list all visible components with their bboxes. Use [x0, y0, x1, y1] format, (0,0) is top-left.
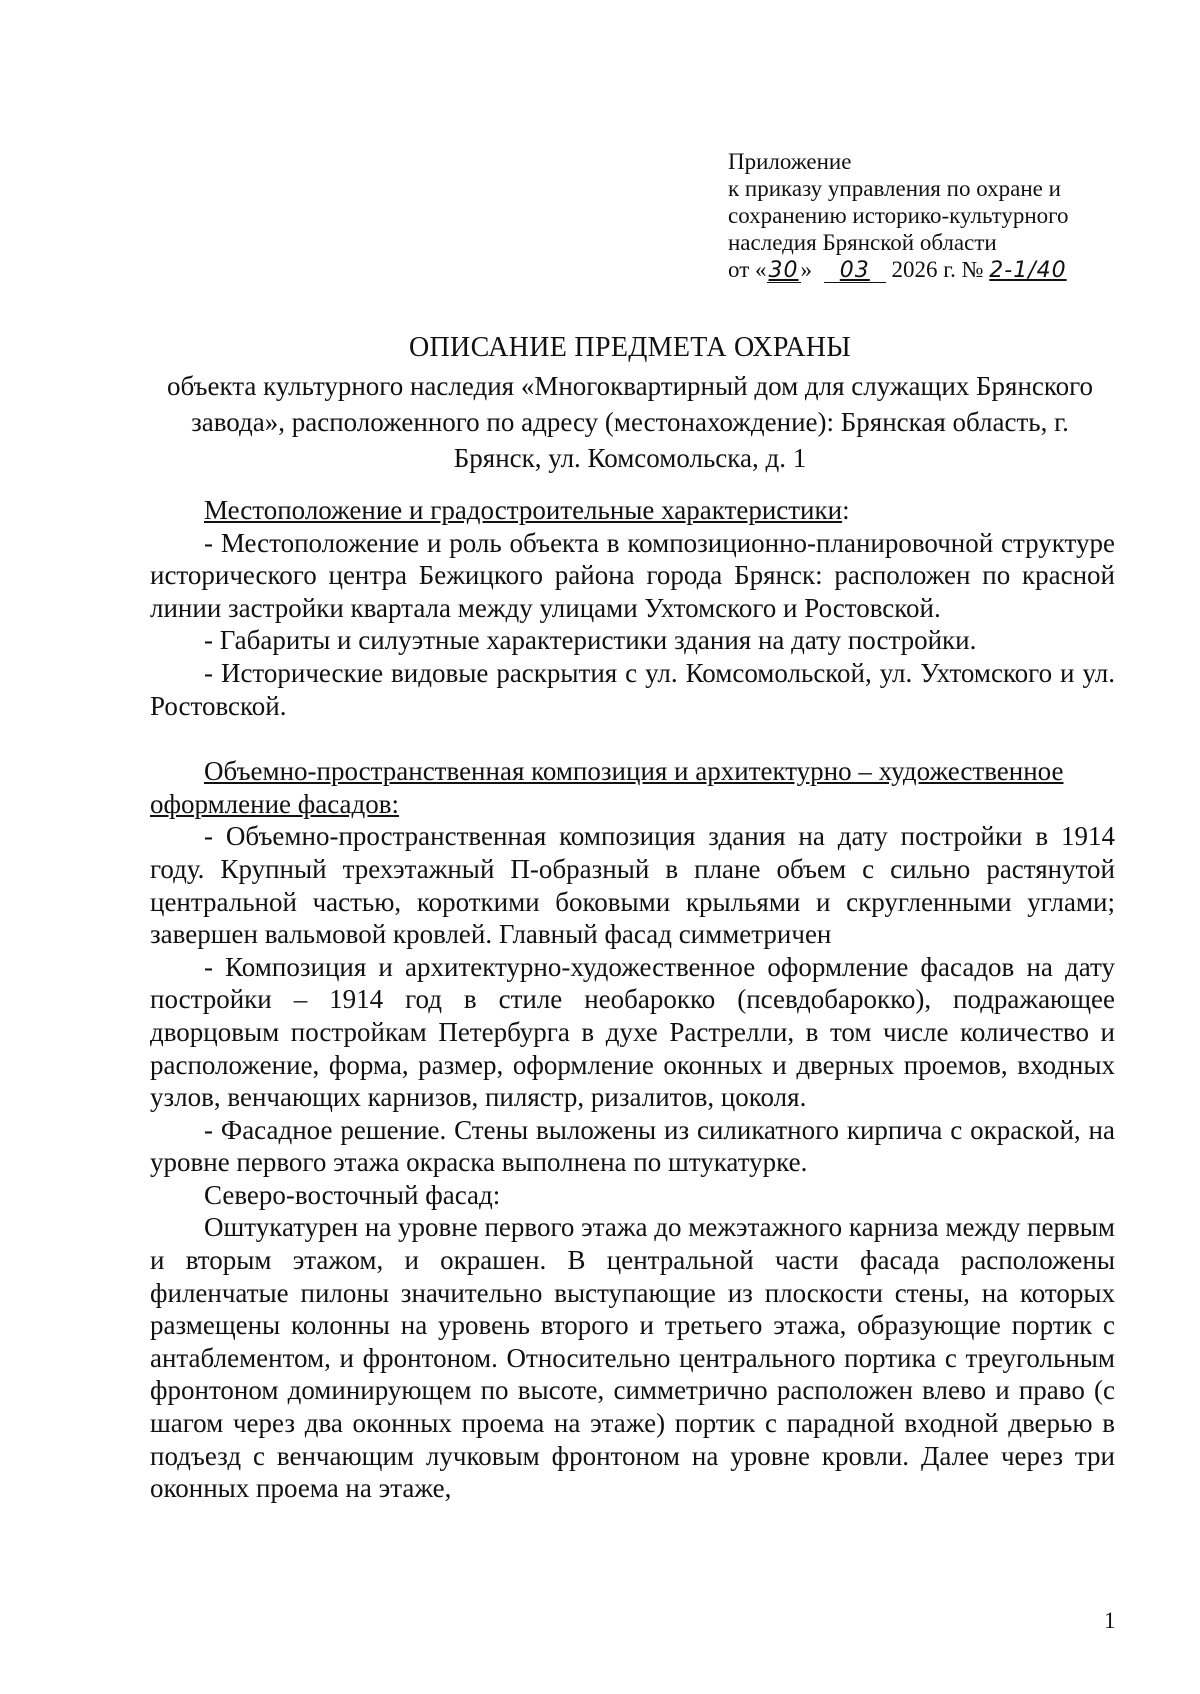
- date-year: 2026 г. №: [891, 257, 984, 282]
- section-heading: [150, 494, 1115, 527]
- paragraph: - Объемно-пространственная композиция здания на дату постройки в 1914 году. Крупный трехэтажный П-образный в плане объем с сильно растянутой центральной частью, короткими боковыми крыльями и скругленными углами; завершен вальмовой кровлей. Главный фасад симметричен: [150, 821, 1115, 950]
- date-day-close: »: [800, 257, 812, 282]
- paragraph: - Фасадное решение. Стены выложены из силикатного кирпича с окраской, на уровне первого этажа окраска выполнена по штукатурке.: [150, 1114, 1115, 1178]
- section-heading-text: Объемно-пространственная композиция и архитектурно – художественное оформление фасадов:: [150, 756, 1064, 819]
- date-month: 03: [824, 260, 886, 283]
- paragraph: - Композиция и архитектурно-художественное оформление фасадов на дату постройки – 1914 год в стиле необарокко (псевдобарокко), подражающее дворцовым постройкам Петербурга в духе Растрелли, в том числе количество и расположение, форма, размер, оформление оконных и дверных проемов, входных узлов, венчающих карнизов, пилястр, ризалитов, цоколя.: [150, 951, 1115, 1113]
- subsection-label: Северо-восточный фасад:: [204, 1179, 501, 1210]
- order-number: 2-1/40: [989, 258, 1067, 283]
- document-title-block: [150, 330, 1110, 476]
- date-day: 30: [768, 258, 799, 283]
- page-number: 1: [1104, 1608, 1116, 1633]
- appendix-order-line: сохранению историко-культурного: [728, 203, 1069, 228]
- appendix-order-line: к приказу управления по охране и: [728, 176, 1061, 201]
- appendix-label: Приложение: [728, 149, 852, 174]
- appendix-order-line: наследия Брянской области: [728, 230, 997, 255]
- section-heading: [150, 755, 1115, 820]
- section-heading-text: Местоположение и градостроительные характеристики: [204, 495, 843, 525]
- document-title: ОПИСАНИЕ ПРЕДМЕТА ОХРАНЫ: [409, 332, 851, 363]
- document-subtitle: объекта культурного наследия «Многоквартирный дом для служащих Брянского завода», расположенного по адресу (местонахождение): Брянская область, г. Брянск, ул. Комсомольска, д. 1: [166, 371, 1094, 473]
- spacer: [150, 722, 1115, 755]
- appendix-date-line: [728, 256, 1168, 284]
- appendix-block: [728, 148, 1168, 284]
- paragraph: Оштукатурен на уровне первого этажа до межэтажного карниза между первым и вторым этажом, и окрашен. В центральной части фасада расположены филенчатые пилоны значительно выступающие из плоскости стены, на которых размещены колонны на уровень второго и третьего этажа, образующие портик с антаблементом, и фронтоном. Относительно центрального портика с треугольным фронтоном доминирующем по высоте, симметрично расположен влево и право (с шагом через два оконных проема на этаже) портик с парадной входной дверью в подъезд с венчающим лучковым фронтоном на уровне кровли. Далее через три оконных проема на этаже,: [150, 1212, 1115, 1504]
- paragraph: - Исторические видовые раскрытия с ул. Комсомольской, ул. Ухтомского и ул. Ростовской.: [150, 657, 1115, 721]
- date-prefix: от «: [728, 257, 767, 282]
- section-heading-suffix: :: [842, 495, 850, 525]
- paragraph: - Местоположение и роль объекта в композиционно-планировочной структуре исторического центра Бежицкого района города Брянск: расположен по красной линии застройки квартала между улицами Ухтомского и Ростовской.: [150, 527, 1115, 623]
- document-body: [150, 494, 1115, 1505]
- paragraph: - Габариты и силуэтные характеристики здания на дату постройки.: [204, 625, 977, 656]
